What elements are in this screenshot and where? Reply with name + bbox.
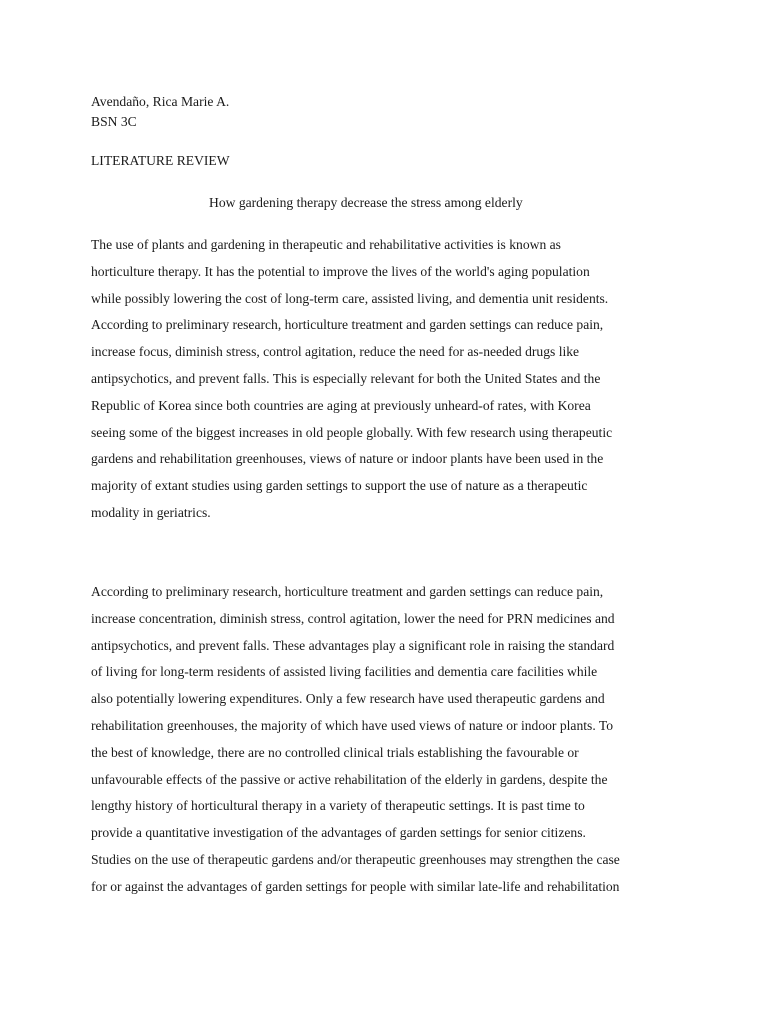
paragraph-line: increase focus, diminish stress, control agitation, reduce the need for as-needed drugs like <box>91 344 580 360</box>
paragraph-line: rehabilitation greenhouses, the majority of which have used views of nature or indoor plants. To <box>91 717 614 733</box>
paragraph-line: gardens and rehabilitation greenhouses, views of nature or indoor plants have been used in the <box>91 451 604 467</box>
document-title: How gardening therapy decrease the stress among elderly <box>209 195 523 210</box>
paragraph-line: unfavourable effects of the passive or active rehabilitation of the elderly in gardens, despite the <box>91 771 608 787</box>
author-name: Avendaño, Rica Marie A. <box>91 94 230 109</box>
paragraph-line: the best of knowledge, there are no controlled clinical trials establishing the favourable or <box>91 744 579 760</box>
paragraph-line: antipsychotics, and prevent falls. These advantages play a significant role in raising the standard <box>91 637 615 653</box>
paragraph-line: for or against the advantages of garden settings for people with similar late-life and rehabilitation <box>91 878 620 894</box>
paragraph-line: According to preliminary research, horticulture treatment and garden settings can reduce pain, <box>91 584 604 599</box>
paragraph-line: also potentially lowering expenditures. Only a few research have used therapeutic gardens and <box>91 691 605 707</box>
paragraph-line: Republic of Korea since both countries are aging at previously unheard-of rates, with Korea <box>91 397 591 413</box>
paragraph-line: majority of extant studies using garden settings to support the use of nature as a therapeutic <box>91 478 588 494</box>
paragraph-line: seeing some of the biggest increases in old people globally. With few research using therapeutic <box>91 424 613 440</box>
paragraph-line: of living for long-term residents of assisted living facilities and dementia care facilities while <box>91 664 598 680</box>
paragraph-1 <box>91 232 671 527</box>
paragraph-line: According to preliminary research, horticulture treatment and garden settings can reduce pain, <box>91 317 604 333</box>
paragraph-2 <box>91 579 671 901</box>
paragraph-line: horticulture therapy. It has the potential to improve the lives of the world's aging population <box>91 263 590 279</box>
paragraph-line: Studies on the use of therapeutic gardens and/or therapeutic greenhouses may strengthen the case <box>91 851 620 867</box>
paragraph-line: antipsychotics, and prevent falls. This is especially relevant for both the United States and the <box>91 370 601 386</box>
paragraph-line: The use of plants and gardening in therapeutic and rehabilitative activities is known as <box>91 237 561 252</box>
paragraph-line: modality in geriatrics. <box>91 504 211 520</box>
paragraph-line: lengthy history of horticultural therapy in a variety of therapeutic settings. It is past time to <box>91 798 585 814</box>
course-section: BSN 3C <box>91 114 137 129</box>
paragraph-line: while possibly lowering the cost of long-term care, assisted living, and dementia unit residents. <box>91 290 609 306</box>
paragraph-line: increase concentration, diminish stress, control agitation, lower the need for PRN medicines and <box>91 610 615 626</box>
paragraph-line: provide a quantitative investigation of the advantages of garden settings for senior citizens. <box>91 825 586 841</box>
section-heading: LITERATURE REVIEW <box>91 153 230 168</box>
